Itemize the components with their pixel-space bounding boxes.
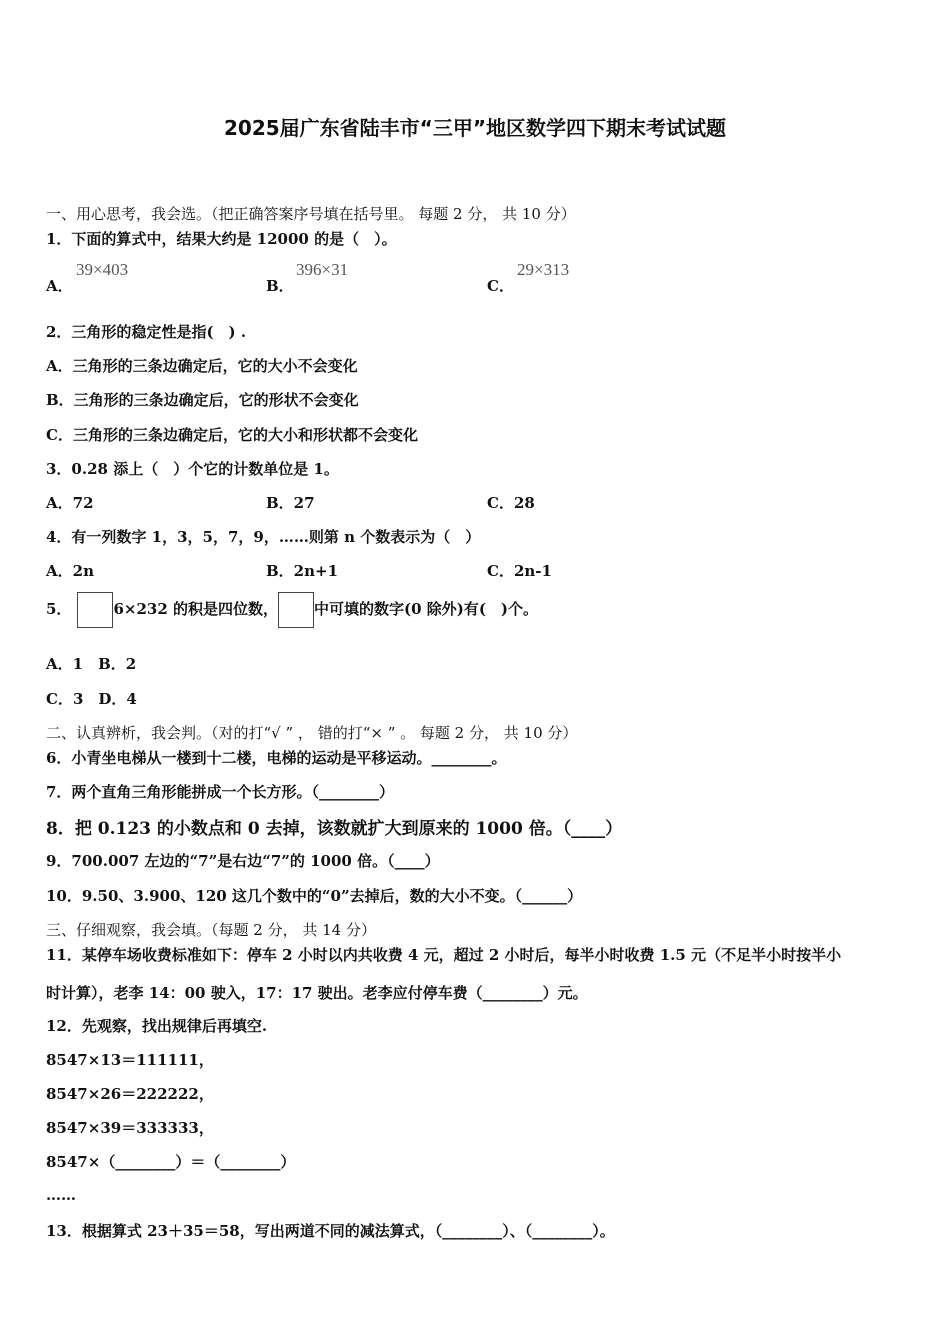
- q5-options-row-1: A．1 B．2: [46, 655, 137, 673]
- section-3-heading: 三、仔细观察，我会填。（每题 2 分， 共 14 分）: [46, 921, 376, 939]
- question-3: 3．0.28 添上（ ）个它的计数单位是 1。: [46, 460, 339, 478]
- q1-option-b-expr: 396×31: [296, 260, 349, 279]
- question-11-line-1: 11．某停车场收费标准如下：停车 2 小时以内共收费 4 元，超过 2 小时后，每半小时收费 1.5 元（不足半小时按半小: [46, 946, 842, 964]
- q5-suffix: 中可填的数字(0 除外)有( )个。: [313, 600, 539, 618]
- question-8: 8．把 0.123 的小数点和 0 去掉，该数就扩大到原来的 1000 倍。（____）: [46, 819, 623, 839]
- section-2-heading: 二、认真辨析，我会判。（对的打“√ ” ， 错的打“× ” 。 每题 2 分， 共 10 分）: [46, 724, 578, 742]
- question-6: 6．小青坐电梯从一楼到十二楼，电梯的运动是平移运动。________。: [46, 749, 507, 767]
- question-9: 9．700.007 左边的“7”是右边“7”的 1000 倍。（____）: [46, 852, 440, 870]
- q5-blank-box-2: [278, 592, 314, 628]
- q12-line-5: ……: [46, 1186, 76, 1204]
- q2-option-b: B．三角形的三条边确定后，它的形状不会变化: [46, 391, 359, 409]
- q1-option-c-expr: 29×313: [517, 260, 570, 279]
- q5-options-row-2: C．3 D．4: [46, 690, 137, 708]
- q5-blank-box-1: [77, 592, 113, 628]
- q1-option-c-label: C．: [487, 277, 514, 295]
- q3-option-a: A．72: [46, 494, 94, 512]
- question-11-line-2: 时计算），老李 14：00 驶入，17：17 驶出。老李应付停车费（________）元。: [46, 984, 588, 1002]
- question-2: 2．三角形的稳定性是指( ) .: [46, 323, 247, 341]
- q1-option-a-label: A．: [46, 277, 73, 295]
- question-4: 4．有一列数字 1，3，5，7，9，……则第 n 个数表示为（ ）: [46, 528, 481, 546]
- q12-line-3: 8547×39＝333333，: [46, 1119, 214, 1137]
- q4-option-b: B．2n+1: [266, 562, 339, 580]
- q12-line-2: 8547×26＝222222，: [46, 1085, 214, 1103]
- q12-line-1: 8547×13＝111111，: [46, 1051, 214, 1069]
- question-5: [46, 590, 538, 628]
- q1-option-b-label: B．: [266, 277, 294, 295]
- q4-option-c: C．2n-1: [487, 562, 552, 580]
- q5-middle: 6×232 的积是四位数，: [113, 600, 278, 618]
- question-10: 10．9.50、3.900、120 这几个数中的“0”去掉后，数的大小不变。（______）: [46, 887, 583, 905]
- q1-option-a-expr: 39×403: [76, 260, 129, 279]
- q12-line-4: 8547×（________）＝（________）: [46, 1153, 296, 1171]
- q2-option-c: C．三角形的三条边确定后，它的大小和形状都不会变化: [46, 426, 418, 444]
- q4-option-a: A．2n: [46, 562, 94, 580]
- q3-option-c: C．28: [487, 494, 535, 512]
- question-7: 7．两个直角三角形能拼成一个长方形。（________）: [46, 783, 394, 801]
- q5-prefix: 5．: [46, 600, 72, 618]
- question-1: 1．下面的算式中，结果大约是 12000 的是（ ）。: [46, 230, 397, 248]
- q3-option-b: B．27: [266, 494, 315, 512]
- question-13: 13．根据算式 23＋35＝58，写出两道不同的减法算式，（________）、（________）。: [46, 1222, 615, 1240]
- question-12: 12．先观察，找出规律后再填空.: [46, 1017, 268, 1035]
- section-1-heading: 一、用心思考，我会选。（把正确答案序号填在括号里。 每题 2 分， 共 10 分）: [46, 205, 576, 223]
- q2-option-a: A．三角形的三条边确定后，它的大小不会变化: [46, 357, 358, 375]
- page-title: 2025届广东省陆丰市“三甲”地区数学四下期末考试试题: [224, 116, 726, 140]
